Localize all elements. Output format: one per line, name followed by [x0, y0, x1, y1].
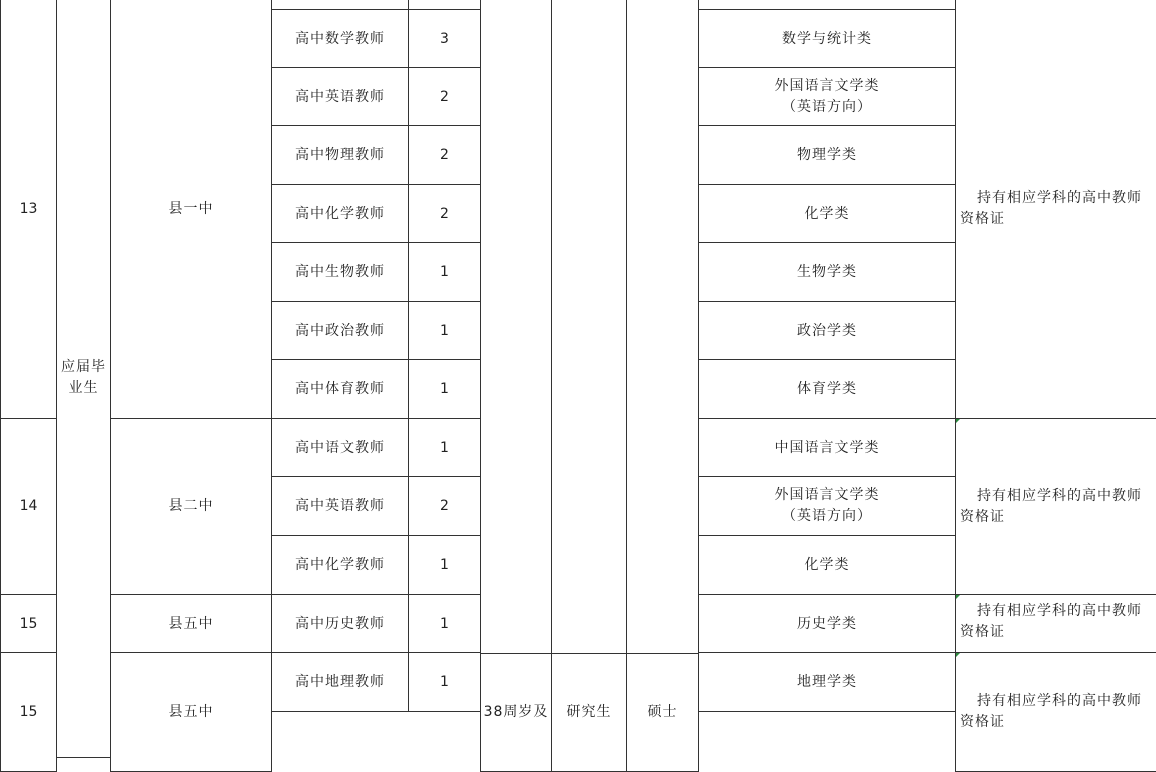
table-cell: [271, 301, 409, 361]
table-cell: [408, 359, 481, 419]
cell-text: 县二中: [168, 498, 214, 514]
cell-text: 外国语言文学类 （英语方向）: [774, 487, 880, 524]
cell-text: 持有相应学科的高中教师资格证: [960, 603, 1142, 640]
table-cell: [271, 184, 409, 244]
cell-text: 硕士: [647, 703, 678, 720]
cell-text: 高中地理教师: [295, 673, 385, 690]
cell-text: 应届毕业生: [61, 359, 106, 396]
table-cell: [110, 0, 272, 420]
table-cell: [955, 418, 1156, 595]
cell-text: 高中政治教师: [295, 322, 385, 339]
cell-text: 3: [440, 30, 449, 47]
table-cell: [480, 0, 552, 654]
table-cell: [551, 652, 627, 772]
cell-text: 高中英语教师: [295, 88, 385, 105]
table-cell: [0, 0, 57, 420]
cell-text: 高中历史教师: [295, 615, 385, 632]
cell-text: 1: [440, 556, 449, 573]
cell-text: 县五中: [168, 703, 214, 720]
cell-text: 高中化学教师: [295, 205, 385, 222]
table-cell: [408, 418, 481, 478]
table-cell: [698, 125, 956, 185]
cell-text: 研究生: [566, 703, 612, 720]
table-cell: [408, 9, 481, 69]
table-cell: [955, 0, 1156, 420]
cell-text: 高中生物教师: [295, 263, 385, 280]
table-cell: [626, 0, 699, 654]
table-cell: [271, 535, 409, 595]
cell-text: 1: [440, 263, 449, 280]
cell-text: 持有相应学科的高中教师资格证: [960, 190, 1142, 227]
table-cell: [271, 418, 409, 478]
table-cell: [271, 594, 409, 654]
table-cell: [955, 652, 1156, 772]
table-cell: [271, 67, 409, 127]
table-cell: [110, 652, 272, 772]
table-cell: [408, 476, 481, 536]
table-cell: [408, 67, 481, 127]
cell-text: 高中物理教师: [295, 146, 385, 163]
comment-marker-icon: [956, 595, 960, 599]
cell-text: 政治学类: [797, 322, 857, 339]
cell-text: 15: [19, 615, 38, 632]
cell-text: 地理学类: [797, 673, 857, 690]
table-cell: [408, 184, 481, 244]
cell-text: 持有相应学科的高中教师资格证: [960, 488, 1142, 525]
table-cell: [698, 184, 956, 244]
cell-text: 2: [440, 146, 449, 163]
table-cell: [408, 242, 481, 302]
table-cell: [271, 242, 409, 302]
table-cell: [271, 652, 409, 712]
table-cell: [0, 594, 57, 654]
table-cell: [271, 125, 409, 185]
cell-text: 中国语言文学类: [774, 439, 880, 456]
cell-text: 高中体育教师: [295, 380, 385, 397]
table-cell: [271, 476, 409, 536]
cell-text: 高中语文教师: [295, 439, 385, 456]
table-cell: [551, 0, 627, 654]
cell-text: 1: [440, 439, 449, 456]
table-cell: [480, 652, 552, 772]
cell-text: 1: [440, 380, 449, 397]
cell-text: 历史学类: [797, 615, 857, 632]
cell-text: 物理学类: [797, 146, 857, 163]
table-cell: [698, 535, 956, 595]
table-cell: [698, 9, 956, 69]
table-cell: [698, 418, 956, 478]
table-cell: [626, 652, 699, 772]
table-cell: [698, 301, 956, 361]
table-cell: [110, 418, 272, 595]
table-cell: [0, 652, 57, 772]
table-cell: [271, 9, 409, 69]
table-cell: [408, 125, 481, 185]
cell-text: 县五中: [168, 615, 214, 632]
cell-text: 高中英语教师: [295, 497, 385, 514]
comment-marker-icon: [956, 653, 960, 657]
cell-text: 13: [19, 200, 38, 217]
cell-text: 2: [440, 497, 449, 514]
table-cell: [698, 67, 956, 127]
cell-text: 化学类: [804, 205, 850, 222]
cell-text: 外国语言文学类 （英语方向）: [774, 78, 880, 115]
table-cell: [698, 652, 956, 712]
cell-text: 数学与统计类: [782, 30, 872, 47]
table-cell: [408, 652, 481, 712]
cell-text: 1: [440, 615, 449, 632]
table-cell: [408, 535, 481, 595]
cell-text: 1: [440, 322, 449, 339]
table-cell: [955, 594, 1156, 654]
cell-text: 2: [440, 88, 449, 105]
cell-text: 体育学类: [797, 380, 857, 397]
cell-text: 14: [19, 498, 38, 514]
cell-text: 高中化学教师: [295, 556, 385, 573]
cell-text: 高中数学教师: [295, 30, 385, 47]
table-cell: [698, 242, 956, 302]
table-cell: [408, 301, 481, 361]
cell-text: 县一中: [168, 200, 214, 217]
table-cell: [110, 594, 272, 654]
cell-text: 化学类: [804, 556, 850, 573]
cell-text: 生物学类: [797, 263, 857, 280]
cell-text: 15: [19, 703, 38, 720]
table-cell: [698, 594, 956, 654]
cell-text: 38周岁及: [483, 703, 549, 720]
cell-text: 持有相应学科的高中教师资格证: [960, 693, 1142, 730]
table-cell: [271, 359, 409, 419]
table-cell: [698, 359, 956, 419]
table-cell: [0, 418, 57, 595]
cell-text: 1: [440, 673, 449, 690]
comment-marker-icon: [956, 419, 960, 423]
table-cell: [698, 476, 956, 536]
cell-text: 2: [440, 205, 449, 222]
table-cell: [56, 0, 111, 758]
table-cell: [408, 594, 481, 654]
